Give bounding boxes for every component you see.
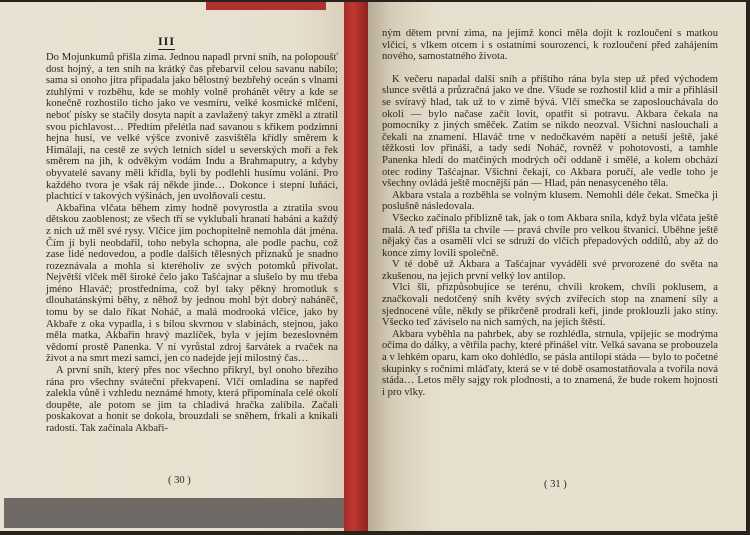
right-page [368,2,746,531]
paragraph: Všecko začínalo příblizně tak, jak o tom Akbara snila, když byla vlčata ještě malá. A teď přišla ta chvíle — pravá chvíle pro velkou štvanici. Uběhne ještě nějaký čas a osamělí vlci se sdruží do vlčích přepadových oddílů, aby až do konce zimy lovili společně. [382,212,718,259]
paragraph: ným dětem první zima, na jejímž konci měla dojít k rozloučení s matkou vlčicí, s vlkem otcem i s ostatními sourozenci, k rozloučení před zahájením nového, samostatného života. [382,28,718,63]
paragraph: Akbara vyběhla na pahrbek, aby se rozhlédla, strnula, vpíjejíc se modrýma očima do dálky, a větřila pachy, které přinášel vítr. Velká savana se probouzela a v lehkém oparu, kam oko dohlédlo, se pásla antilopí stáda — bylo to početné skupinky s ročními mláďaty, která se v té době osamostatňovala a tvořila nová stáda… Letos měly sajgy rok plodnosti, a to znamená, že bude rokem hojnosti i pro vlky. [382,328,718,398]
left-page-text [46,52,338,435]
paragraph: Vlci šli, přizpůsobujíce se terénu, chvíli krokem, chvíli poklusem, a značkovali nedotčený sníh květy svých zvířecích stop na znamení síly a sjednocené vůle, někdy se přikrčeně prodrali keři, jinde proklouzli jako stíny. Všecko teď záviselo na nich samých, na jejich štěstí. [382,282,718,329]
paragraph: K večeru napadal další sníh a příštího rána byla step už před východem slunce světlá a průzračná jako ve dne. Všude se rozhostil klid a mír a přihlásil se svíravý hlad, tak už to v zimě bývá. Vlčí smečka se zaposlouchávala do okolí — bylo načase začít lovit, opatřit si potravu. Akbara čekala na pomocníky z jiných směček. Zatím se nikdo neozval. Všichni naslouchali a čekali na znamení. Hlaváč trne v nedočkavém napětí a netuší ještě, jaké těžkosti lov přináší, a tady sedí Noháč, rovněž v pohotovosti, a tamhle Panenka hledí do matčiných modrých očí oddaně i smělé, a kolem obchází otec rodiny Tašćajnar. Všichni čekají, co Akbara poručí, ale vedle toho je všechny ovládá ještě mocnější pán — Hlad, pán nenasyceného těla. [382,73,718,190]
paragraph: A první sníh, který přes noc všechno přikryl, byl onoho březího rána pro všechny sváteční překvapení. Vlčí omladina se napřed zalekla vůně i vzhledu neznámé hmoty, která připomínala celé okolí doupěte, ale potom se jim ta chladivá hračka zalíbila. Začali poskakovat a honit se dokola, brouzdali se sněhem, frkali a knikali radostí. Tak začínala Akbaři- [46,365,338,434]
paragraph: Akbařina vlčata během zimy hodně povyrostla a ztratila svou dětskou zaoblenost; ze všech tří se vyklubali hranatí habáni a každý z nich už měl své rysy. Vlčice jim pochopitelně nemohla dát jména. Čím jí byli neobdařil, toho nebyla schopna, ale podle pachu, což zase lidé nedovedou, a podle dalších tělesných příznaků je snadno rozeznávala a mohla si kteréholiv ze svých potomků přivolat. Největší vlček měl široké čelo jako Tašćajnar a slušelo by mu třeba jméno Hlaváč; prostředníma, což byl taky pěkný hromotluk s dlouhatánskými běhy, z něhož by jednou mohl být dobrý naháněč, tomu by se dalo říkat Noháč, a malá modrooká vlčice, jako by Akbaře z oka vypadla, i s bílou skvrnou v slabinách, stejnou, jako měla matka, Akbařin hravý mazlíček, byla v jejím bezeslovném vědomí prostě Panenka. V ní vyrůstal zdroj šarvátek a rvaček na život a na smrt mezi samci, jen co nadejde její milostný čas… [46,202,338,365]
left-page [0,2,368,531]
paragraph: Akbara vstala a rozběhla se volným klusem. Nemohli déle čekat. Smečka ji poslušně následovala. [382,189,718,213]
red-cover-edge [344,2,368,531]
right-page-text [382,28,718,398]
red-binding-strip [206,2,326,10]
grey-shadow-strip [4,498,344,528]
page-number: ( 31 ) [544,479,567,490]
paragraph: Do Mojunkumů přišla zima. Jednou napadl první sníh, na polopoušť dost hojný, a ten sníh na krátký čas přebarvil celou savanu nabílo; sama si onoho jitra připadala jako bělostný bezbřehý oceán s vlnami ztuhlými v rozběhu, kde se mohly volně prohánět větry a kde se konečně rozhostilo ticho jako ve vesmíru, velké kosmické mlčení, neboť písky se stačily dosyta napít a zavlažený takyr změkl a ztratil svou pichlavost… Předtím přelétla nad savanou s křikem podzimní hejna husí, ve velké výšce zvonivě zasvištěla křídly směrem k Himálaji, na cestě ze svých letních sídel u severských moří a řek směrem na jih, k odvěkým vodám Indu a Brahmaputry, a kdyby obyvatelé savany měli křídla, byli by podlehli husímu volání. Pro každého tvora je však ráj někde jinde… Dokonce i stepní luňáci, plachtící v takových výšinách, jen uvolňovali cestu. [46,52,338,203]
page-number: ( 30 ) [168,475,191,486]
chapter-number: III [158,34,176,48]
paragraph: V té době už Akbara a Tašćajnar vyváděli své prvorozené do světa na zkušenou, na jejich první velký lov antilop. [382,259,718,282]
